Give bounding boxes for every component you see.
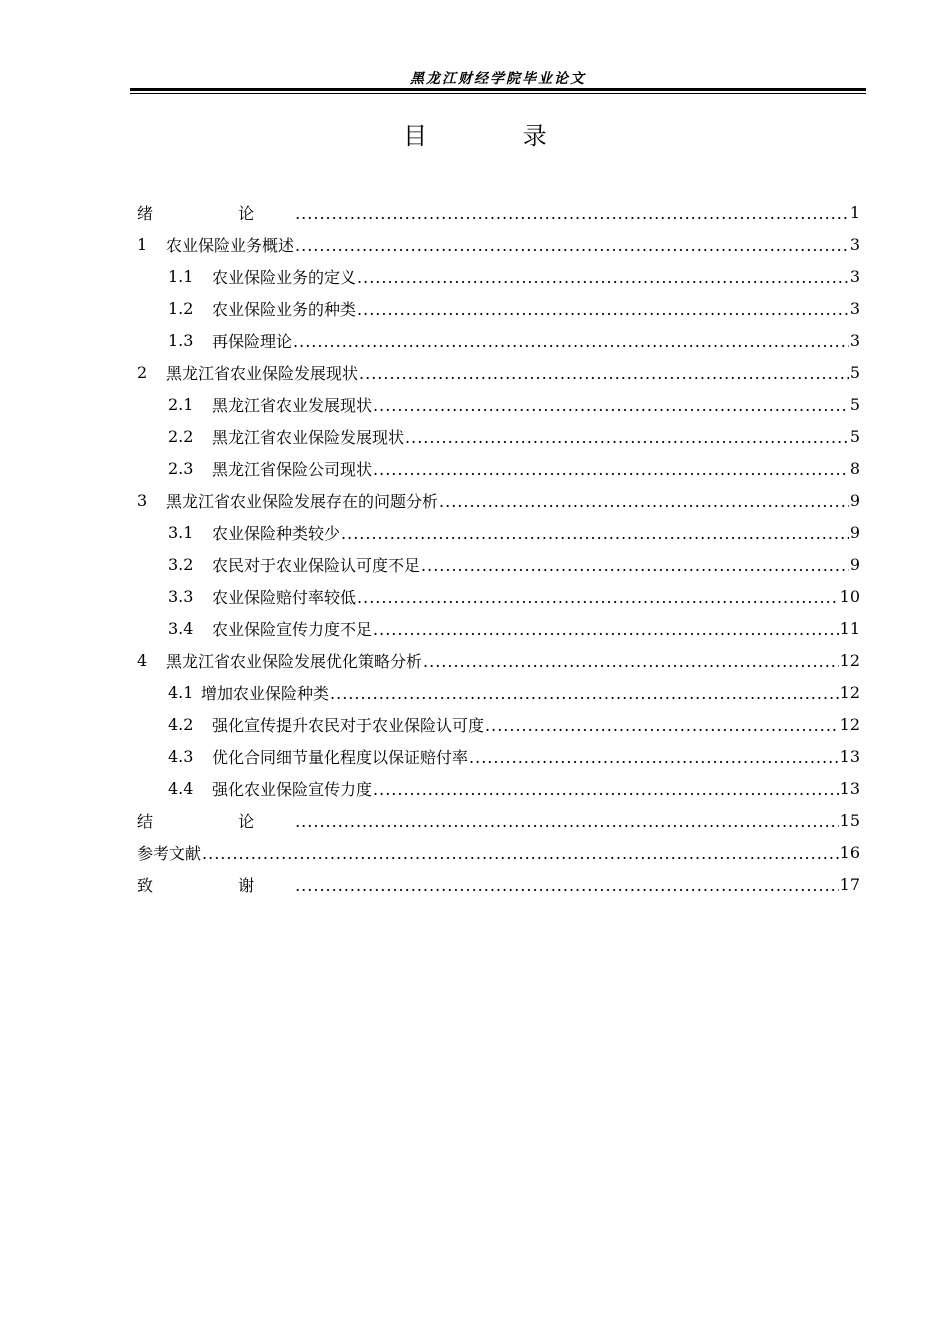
- dot-leader: [373, 620, 839, 638]
- toc-entry-label: 黑龙江省农业保险发展优化策略分析: [166, 651, 423, 671]
- toc-entry-page: 13: [839, 778, 860, 798]
- toc-entry-label: 农业保险业务的定义: [212, 267, 357, 287]
- toc-entry-label: 农业保险种类较少: [212, 523, 341, 543]
- toc-entry-page: 12: [839, 650, 860, 670]
- dot-leader: [295, 236, 849, 254]
- toc-entry-page: 9: [849, 522, 860, 542]
- table-of-contents: [137, 196, 860, 900]
- toc-entry-label: 农业保险业务的种类: [212, 299, 357, 319]
- dot-leader: [373, 780, 839, 798]
- toc-entry-number: 3.1: [168, 522, 194, 542]
- toc-entry-number: 2: [137, 362, 148, 382]
- toc-entry-page: 3: [849, 330, 860, 350]
- toc-entry-label: 黑龙江省农业发展现状: [212, 395, 373, 415]
- toc-entry-label: 农民对于农业保险认可度不足: [212, 555, 421, 575]
- toc-entry-page: 5: [849, 426, 860, 446]
- toc-entry-label: 农业保险业务概述: [166, 235, 295, 255]
- toc-title: 目 录: [403, 122, 591, 150]
- dot-leader: [359, 364, 849, 382]
- dot-leader: [469, 748, 839, 766]
- toc-entry-section-4-2[interactable]: [137, 708, 860, 740]
- toc-entry-label: 绪 论: [137, 203, 295, 223]
- dot-leader: [373, 460, 849, 478]
- toc-entry-number: 1.3: [168, 330, 194, 350]
- page-header: 黑龙江财经学院毕业论文: [410, 71, 586, 87]
- toc-entry-section-1-1[interactable]: [137, 260, 860, 292]
- dot-leader: [439, 492, 849, 510]
- dot-leader: [293, 332, 849, 350]
- toc-entry-number: 4.3: [168, 746, 194, 766]
- toc-entry-page: 5: [849, 362, 860, 382]
- toc-entry-acknowledgements[interactable]: [137, 868, 860, 900]
- toc-entry-label: 黑龙江省农业保险发展存在的问题分析: [166, 491, 439, 511]
- toc-entry-number: 3: [137, 490, 148, 510]
- dot-leader: [423, 652, 839, 670]
- toc-entry-section-3-4[interactable]: [137, 612, 860, 644]
- toc-entry-label: 结 论: [137, 811, 295, 831]
- toc-entry-page: 3: [849, 298, 860, 318]
- toc-entry-page: 3: [849, 266, 860, 286]
- toc-entry-page: 5: [849, 394, 860, 414]
- toc-entry-label: 黑龙江省农业保险发展现状: [166, 363, 359, 383]
- toc-entry-label: 农业保险赔付率较低: [212, 587, 357, 607]
- dot-leader: [330, 684, 839, 702]
- toc-entry-number: 2.3: [168, 458, 194, 478]
- toc-entry-section-2-3[interactable]: [137, 452, 860, 484]
- toc-entry-label: 农业保险宣传力度不足: [212, 619, 373, 639]
- toc-entry-section-1-2[interactable]: [137, 292, 860, 324]
- toc-entry-label: 黑龙江省保险公司现状: [212, 459, 373, 479]
- toc-entry-section-2-2[interactable]: [137, 420, 860, 452]
- toc-entry-chapter-1[interactable]: [137, 228, 860, 260]
- toc-entry-page: 10: [839, 586, 860, 606]
- toc-entry-page: 9: [849, 554, 860, 574]
- toc-entry-section-4-1[interactable]: [137, 676, 860, 708]
- toc-entry-conclusion[interactable]: [137, 804, 860, 836]
- toc-entry-page: 8: [849, 458, 860, 478]
- toc-entry-label: 参考文献: [137, 843, 202, 863]
- toc-entry-number: 4.2: [168, 714, 194, 734]
- toc-entry-chapter-2[interactable]: [137, 356, 860, 388]
- toc-entry-page: 15: [839, 810, 860, 830]
- toc-entry-section-1-3[interactable]: [137, 324, 860, 356]
- toc-entry-page: 16: [839, 842, 860, 862]
- toc-entry-number: 1.2: [168, 298, 194, 318]
- toc-entry-label: 强化宣传提升农民对于农业保险认可度: [212, 715, 485, 735]
- toc-entry-section-3-2[interactable]: [137, 548, 860, 580]
- toc-entry-chapter-3[interactable]: [137, 484, 860, 516]
- toc-entry-section-4-4[interactable]: [137, 772, 860, 804]
- dot-leader: [341, 524, 849, 542]
- toc-entry-number: 1: [137, 234, 148, 254]
- toc-entry-section-2-1[interactable]: [137, 388, 860, 420]
- toc-entry-page: 11: [839, 618, 860, 638]
- dot-leader: [357, 268, 849, 286]
- dot-leader: [295, 812, 839, 830]
- toc-entry-label: 增加农业保险种类: [201, 683, 330, 703]
- toc-entry-page: 12: [839, 714, 860, 734]
- dot-leader: [357, 300, 849, 318]
- toc-entry-label: 强化农业保险宣传力度: [212, 779, 373, 799]
- toc-entry-number: 4: [137, 650, 148, 670]
- toc-entry-chapter-4[interactable]: [137, 644, 860, 676]
- dot-leader: [357, 588, 839, 606]
- toc-entry-label: 黑龙江省农业保险发展现状: [212, 427, 405, 447]
- toc-entry-label: 再保险理论: [212, 331, 293, 351]
- dot-leader: [421, 556, 849, 574]
- toc-entry-page: 1: [849, 202, 860, 222]
- toc-entry-label: 致 谢: [137, 875, 295, 895]
- dot-leader: [202, 844, 839, 862]
- toc-entry-page: 9: [849, 490, 860, 510]
- toc-entry-label: 优化合同细节量化程度以保证赔付率: [212, 747, 469, 767]
- dot-leader: [373, 396, 849, 414]
- toc-entry-section-3-3[interactable]: [137, 580, 860, 612]
- toc-entry-number: 2.2: [168, 426, 194, 446]
- toc-entry-page: 17: [839, 874, 860, 894]
- toc-entry-number: 4.1: [168, 682, 194, 702]
- dot-leader: [295, 876, 839, 894]
- toc-entry-references[interactable]: [137, 836, 860, 868]
- toc-entry-page: 12: [839, 682, 860, 702]
- dot-leader: [405, 428, 849, 446]
- header-rule-thick: [130, 88, 866, 91]
- toc-entry-page: 13: [839, 746, 860, 766]
- toc-entry-section-4-3[interactable]: [137, 740, 860, 772]
- toc-entry-section-3-1[interactable]: [137, 516, 860, 548]
- toc-entry-number: 4.4: [168, 778, 194, 798]
- dot-leader: [485, 716, 839, 734]
- toc-entry-number: 1.1: [168, 266, 194, 286]
- toc-entry-page: 3: [849, 234, 860, 254]
- toc-entry-number: 3.2: [168, 554, 194, 574]
- toc-entry-number: 3.3: [168, 586, 194, 606]
- toc-entry-intro[interactable]: [137, 196, 860, 228]
- toc-entry-number: 2.1: [168, 394, 194, 414]
- header-rule-thin: [130, 93, 866, 94]
- toc-entry-number: 3.4: [168, 618, 194, 638]
- dot-leader: [295, 204, 849, 222]
